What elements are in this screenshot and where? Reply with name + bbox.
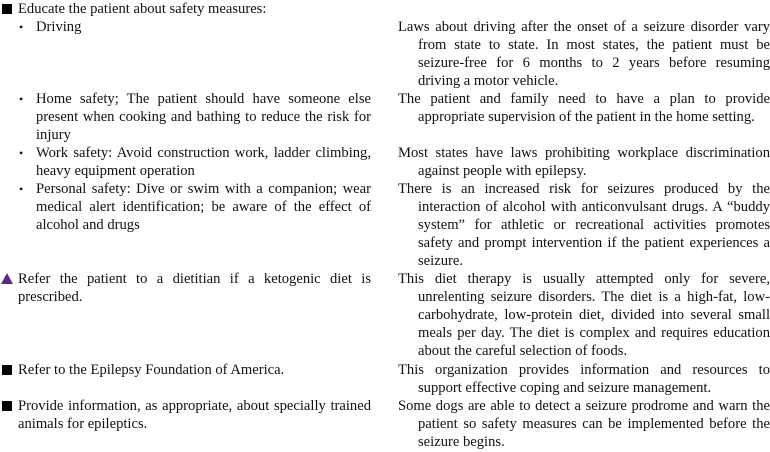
rationale-animals: Some dogs are able to detect a seizure prodrome and warn the patient so safety measures can be implemented before the seizure begins. bbox=[398, 398, 770, 450]
square-marker-icon bbox=[2, 4, 12, 14]
square-marker-icon bbox=[2, 365, 12, 375]
intervention-dietitian: Refer the patient to a dietitian if a ketogenic diet is prescribed. bbox=[18, 271, 371, 305]
intervention-foundation: Refer to the Epilepsy Foundation of America. bbox=[18, 362, 285, 378]
rationale-driving: Laws about driving after the onset of a seizure disorder vary from state to state. In most states, the patient must be seizure-free for 6 months to 2 years before resuming driving a motor vehicle. bbox=[398, 19, 770, 89]
bullet-icon: • bbox=[19, 20, 24, 34]
rationale-work-safety: Most states have laws prohibiting workplace discrimination against people with epilepsy. bbox=[398, 145, 770, 179]
intervention-safety: Educate the patient about safety measures: bbox=[18, 1, 267, 17]
sub-item-driving: Driving bbox=[36, 19, 82, 35]
rationale-dietitian: This diet therapy is usually attempted only for severe, unrelenting seizure disorders. The diet is a high-fat, low-carbohydrate, low-protein diet, divided into several small meals per day. The diet is complex and requires education about the careful selection of foods. bbox=[398, 271, 770, 359]
sub-item-personal-safety: Personal safety: Dive or swim with a companion; wear medical alert identification; be aware of the effect of alcohol and drugs bbox=[36, 181, 371, 233]
bullet-icon: • bbox=[19, 182, 24, 196]
intervention-animals: Provide information, as appropriate, about specially trained animals for epileptics. bbox=[18, 398, 371, 432]
sub-item-work-safety: Work safety: Avoid construction work, ladder climbing, heavy equipment operation bbox=[36, 145, 371, 179]
triangle-marker-icon bbox=[1, 273, 13, 284]
rationale-foundation: This organization provides information and resources to support effective coping and seizure management. bbox=[398, 362, 770, 396]
square-marker-icon bbox=[2, 401, 12, 411]
rationale-home-safety: The patient and family need to have a plan to provide appropriate supervision of the patient in the home setting. bbox=[398, 91, 770, 125]
bullet-icon: • bbox=[19, 92, 24, 106]
bullet-icon: • bbox=[19, 146, 24, 160]
sub-item-home-safety: Home safety; The patient should have someone else present when cooking and bathing to reduce the risk for injury bbox=[36, 91, 371, 143]
rationale-personal-safety: There is an increased risk for seizures produced by the interaction of alcohol with anticonvulsant drugs. A “buddy system” for athletic or recreational activities promotes safety and prompt intervention if the patient experiences a seizure. bbox=[398, 181, 770, 269]
